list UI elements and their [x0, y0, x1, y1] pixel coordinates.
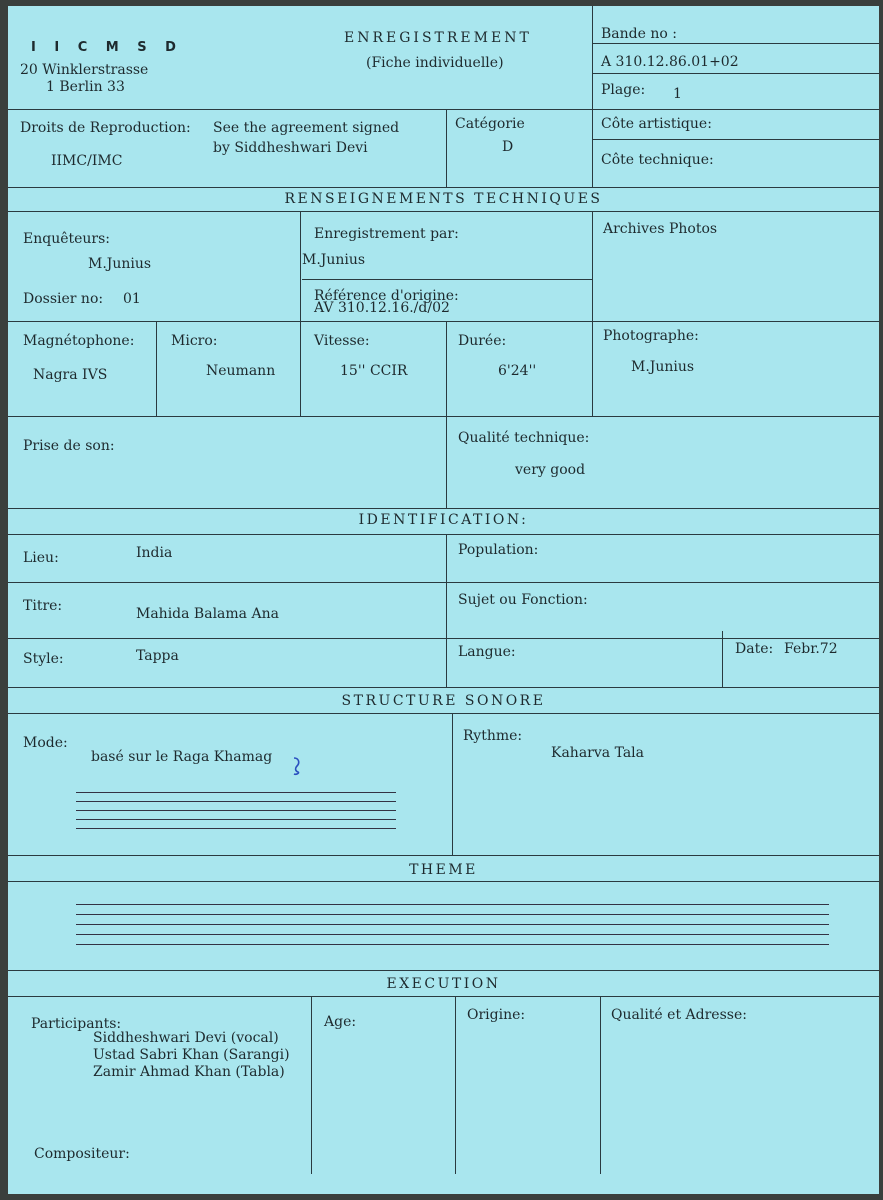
photographe-label: Photographe: — [603, 328, 699, 344]
photographe-value: M.Junius — [631, 359, 695, 375]
handwritten-g-correction — [292, 754, 302, 776]
sujet-fonction-label: Sujet ou Fonction: — [458, 592, 588, 608]
qualite-technique-label: Qualité technique: — [458, 430, 590, 446]
section-identification-title: IDENTIFICATION: — [358, 512, 529, 528]
section-technique-title: RENSEIGNEMENTS TECHNIQUES — [284, 191, 603, 207]
date-value: Febr.72 — [784, 641, 838, 657]
plage-value: 1 — [673, 86, 682, 102]
categorie-value: D — [502, 139, 514, 155]
reference-label: Référence d'origine: — [314, 288, 459, 304]
titre-label: Titre: — [23, 598, 63, 614]
mode-staff-line — [76, 819, 396, 820]
mode-staff-line — [76, 828, 396, 829]
participant-entry: Siddheshwari Devi (vocal) — [93, 1030, 279, 1046]
mode-label: Mode: — [23, 735, 68, 751]
address-line-2: 1 Berlin 33 — [46, 79, 125, 95]
mode-staff-line — [76, 810, 396, 811]
compositeur-label: Compositeur: — [34, 1146, 130, 1162]
mode-value: basé sur le Raga Khamag — [91, 749, 273, 765]
population-label: Population: — [458, 542, 539, 558]
participant-entry: Zamir Ahmad Khan (Tabla) — [93, 1064, 285, 1080]
cote-artistique-label: Côte artistique: — [601, 116, 712, 132]
cote-technique-label: Côte technique: — [601, 152, 714, 168]
micro-label: Micro: — [171, 333, 218, 349]
qualite-technique-value: very good — [515, 462, 586, 478]
origine-label: Origine: — [467, 1007, 526, 1023]
reference-value: AV 310.12.16./d/02 — [314, 300, 450, 316]
bande-label: Bande no : — [601, 26, 677, 42]
mode-staff-line — [76, 801, 396, 802]
rights-value-line-2: by Siddheshwari Devi — [213, 140, 368, 156]
dossier-value: 01 — [123, 291, 141, 307]
style-value: Tappa — [136, 648, 179, 664]
mode-staff-line — [76, 792, 396, 793]
magnetophone-label: Magnétophone: — [23, 333, 135, 349]
date-label: Date: — [735, 641, 774, 657]
section-execution-title: EXECUTION — [386, 976, 501, 992]
enregistrement-label: Enregistrement par: — [314, 226, 459, 242]
section-theme-title: THEME — [409, 862, 478, 878]
categorie-label: Catégorie — [455, 116, 525, 132]
participant-entry: Ustad Sabri Khan (Sarangi) — [93, 1047, 290, 1063]
dossier-label: Dossier no: — [23, 291, 104, 307]
theme-staff-line — [76, 904, 829, 905]
section-structure-title: STRUCTURE SONORE — [341, 693, 546, 709]
form-subtitle: (Fiche individuelle) — [366, 55, 504, 71]
duree-label: Durée: — [458, 333, 507, 349]
form-title: ENREGISTREMENT — [344, 30, 532, 46]
archives-photos-label: Archives Photos — [603, 221, 718, 237]
plage-label: Plage: — [601, 82, 646, 98]
enqueteurs-value: M.Junius — [88, 256, 152, 272]
langue-label: Langue: — [458, 644, 516, 660]
institution-logo: I I C M S D — [31, 40, 183, 55]
theme-staff-line — [76, 944, 829, 945]
enregistrement-value: M.Junius — [302, 252, 366, 268]
rights-value-line-1: See the agreement signed — [213, 120, 400, 136]
age-label: Age: — [324, 1014, 357, 1030]
style-label: Style: — [23, 651, 64, 667]
lieu-value: India — [136, 545, 173, 561]
qualite-adresse-label: Qualité et Adresse: — [611, 1007, 747, 1023]
theme-staff-line — [76, 924, 829, 925]
titre-value: Mahida Balama Ana — [136, 606, 279, 622]
rights-label: Droits de Reproduction: — [20, 120, 191, 136]
theme-staff-line — [76, 914, 829, 915]
theme-staff-line — [76, 934, 829, 935]
recording-form-card — [8, 6, 879, 1194]
micro-value: Neumann — [206, 363, 276, 379]
vitesse-value: 15'' CCIR — [340, 363, 408, 379]
bande-value: A 310.12.86.01+02 — [601, 54, 739, 70]
prise-de-son-label: Prise de son: — [23, 438, 115, 454]
rythme-value: Kaharva Tala — [551, 745, 644, 761]
vitesse-label: Vitesse: — [314, 333, 370, 349]
enqueteurs-label: Enquêteurs: — [23, 231, 111, 247]
rythme-label: Rythme: — [463, 728, 523, 744]
duree-value: 6'24'' — [498, 363, 537, 379]
participants-label: Participants: — [31, 1016, 122, 1032]
rights-holder: IIMC/IMC — [51, 153, 123, 169]
lieu-label: Lieu: — [23, 550, 59, 566]
magnetophone-value: Nagra IVS — [33, 367, 108, 383]
address-line-1: 20 Winklerstrasse — [20, 62, 149, 78]
